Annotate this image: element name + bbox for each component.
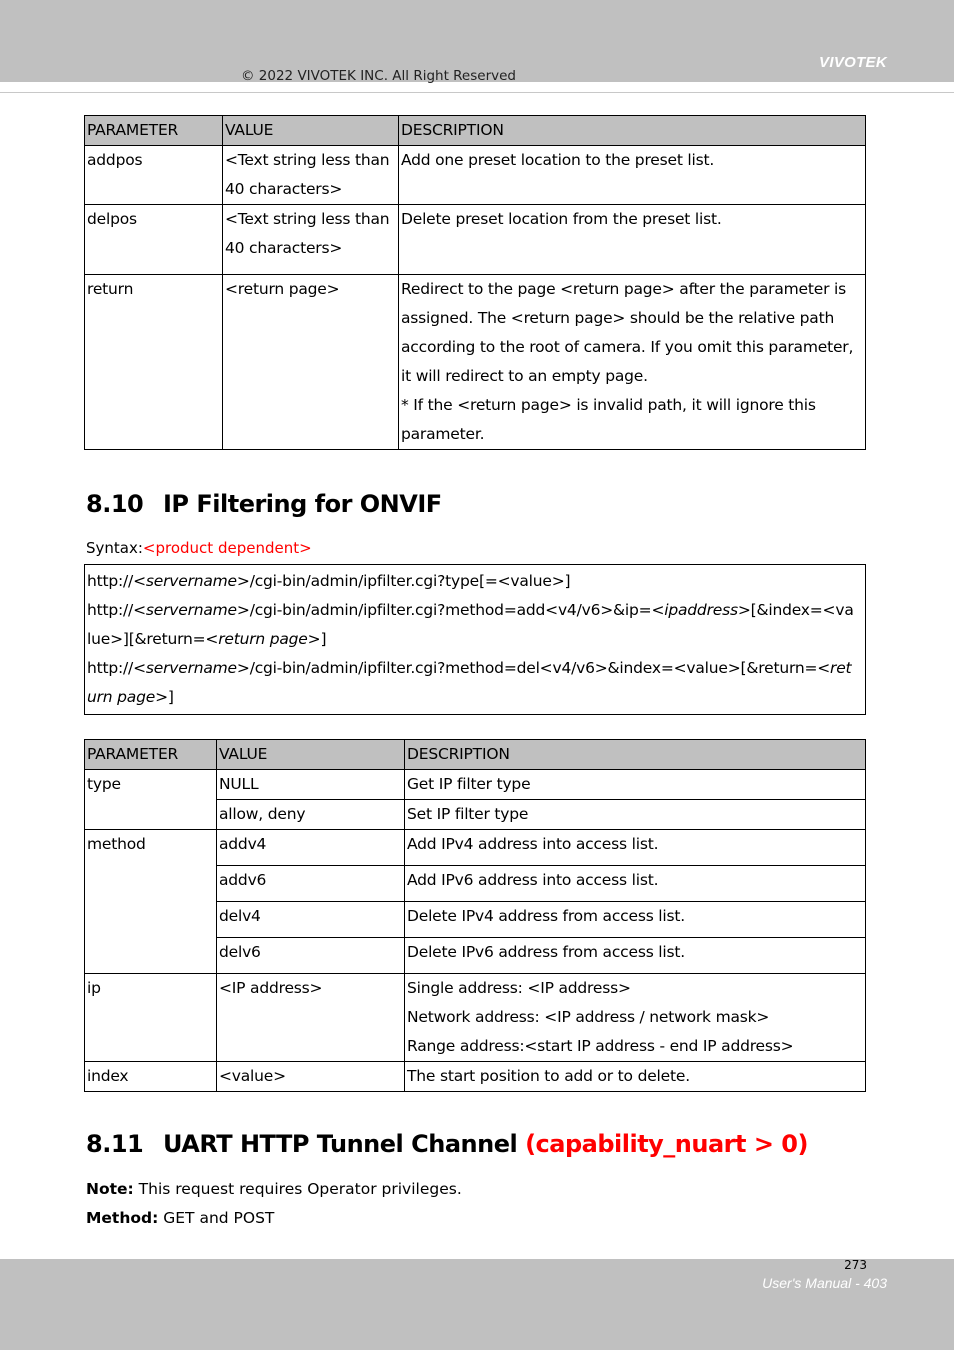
method-text: GET and POST [158,1209,275,1227]
url-text: >] [307,630,327,648]
syntax-line [86,539,312,557]
url-var: ipaddress [664,601,738,619]
description-cell: Delete IPv4 address from access list. [405,902,866,938]
url-text: >] [155,688,174,706]
value-cell: <Text string less than 40 characters> [223,205,399,275]
description-text: Redirect to the page <return page> after the parameter is assigned. The <return page> should be the relative path according to the root of camera. If you omit this parameter, it will redirect to an empty page. [401,280,854,385]
url-var: servername [145,601,237,619]
value-cell: delv4 [217,902,405,938]
section-number: 8.10 [86,490,144,518]
syntax-box [84,564,866,715]
table-row [85,1062,866,1092]
url-var: return page [218,630,308,648]
description-text: Range address:<start IP address - end IP address> [407,1037,794,1055]
description-cell: The start position to add or to delete. [405,1062,866,1092]
description-cell: Add IPv4 address into access list. [405,830,866,866]
section-title-capability: (capability_nuart > 0) [525,1130,808,1158]
syntax-url-type [87,567,855,596]
table-header-row [85,116,866,146]
preset-parameter-table [84,115,866,450]
url-text: >/cgi-bin/admin/ipfilter.cgi?type[=<value>] [236,572,571,590]
note-label: Note: [86,1180,134,1198]
header-value: VALUE [223,116,399,146]
url-text: http://< [87,601,146,619]
note-text: This request requires Operator privileges. [133,1180,462,1198]
manual-page-label: User's Manual - 403 [762,1275,887,1291]
value-cell: <Text string less than 40 characters> [223,146,399,205]
value-cell: delv6 [217,938,405,974]
url-text: http://< [87,572,146,590]
param-cell: return [85,275,223,450]
value-cell: allow, deny [217,800,405,830]
url-text: http://< [87,659,146,677]
url-var: return page [87,659,852,706]
copyright-text: © 2022 VIVOTEK INC. All Right Reserved [241,68,516,84]
ipfilter-parameter-table [84,739,866,1092]
table-row [85,205,866,275]
syntax-url-del [87,654,855,712]
header-description: DESCRIPTION [399,116,866,146]
section-title: IP Filtering for ONVIF [163,490,442,518]
description-text: Network address: <IP address / network mask> [407,1008,770,1026]
description-text: Delete preset location from the preset list. [401,210,722,228]
description-cell [399,146,866,205]
description-cell: Delete IPv6 address from access list. [405,938,866,974]
syntax-note: <product dependent> [142,539,312,557]
description-text: Single address: <IP address> [407,979,631,997]
description-cell [399,205,866,275]
description-cell: Set IP filter type [405,800,866,830]
value-cell: <value> [217,1062,405,1092]
value-cell: <IP address> [217,974,405,1062]
description-note: * If the <return page> is invalid path, it will ignore this parameter. [401,396,816,443]
header-parameter: PARAMETER [85,740,217,770]
page-number: 273 [844,1258,867,1272]
section-heading-8-11 [86,1130,808,1158]
value-cell: addv4 [217,830,405,866]
value-cell: addv6 [217,866,405,902]
url-var: servername [145,572,237,590]
param-cell: delpos [85,205,223,275]
value-cell: <return page> [223,275,399,450]
section-title: UART HTTP Tunnel Channel [163,1130,518,1158]
table-row [85,974,866,1062]
param-cell: ip [85,974,217,1062]
header-divider [0,92,954,93]
page-footer [0,1259,954,1350]
syntax-label: Syntax: [86,539,143,557]
section-number: 8.11 [86,1130,144,1158]
description-text: Add one preset location to the preset list. [401,151,715,169]
header-parameter: PARAMETER [85,116,223,146]
url-text: >[&index=<value>][&return=< [87,601,854,648]
header-description: DESCRIPTION [405,740,866,770]
url-text: >/cgi-bin/admin/ipfilter.cgi?method=del<v4/v6>&index=<value>[&return=< [236,659,831,677]
url-var: servername [145,659,237,677]
param-cell: addpos [85,146,223,205]
description-cell [405,974,866,1062]
description-cell: Get IP filter type [405,770,866,800]
table-row [85,830,866,866]
table-row [85,275,866,450]
param-cell: index [85,1062,217,1092]
header-value: VALUE [217,740,405,770]
section-heading-8-10 [86,490,442,518]
note-line [86,1180,462,1198]
param-cell: type [85,770,217,830]
table-row [85,770,866,800]
method-label: Method: [86,1209,159,1227]
brand-logo-text: VIVOTEK [819,54,887,71]
url-text: >/cgi-bin/admin/ipfilter.cgi?method=add<v4/v6>&ip=< [236,601,665,619]
syntax-url-add [87,596,855,654]
description-cell [399,275,866,450]
value-cell: NULL [217,770,405,800]
table-header-row [85,740,866,770]
description-cell: Add IPv6 address into access list. [405,866,866,902]
table-row [85,146,866,205]
param-cell: method [85,830,217,974]
page-header [0,0,954,82]
method-line [86,1209,274,1227]
